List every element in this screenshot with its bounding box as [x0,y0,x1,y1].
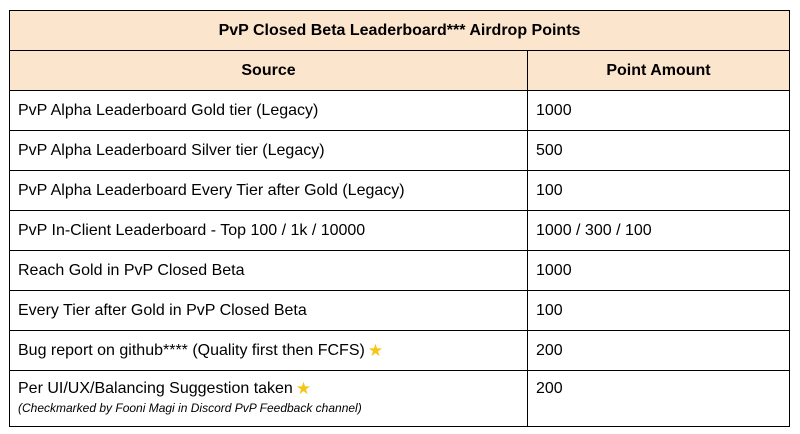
table-row [10,251,790,291]
table-row [10,131,790,171]
source-cell [10,331,528,371]
airdrop-points-table [9,10,790,427]
points-cell: 200 [528,371,790,427]
column-header-source: Source [10,51,528,91]
source-cell: PvP Alpha Leaderboard Gold tier (Legacy) [10,91,528,131]
column-header-row [10,51,790,91]
points-cell: 200 [528,331,790,371]
source-cell: PvP In-Client Leaderboard - Top 100 / 1k / 10000 [10,211,528,251]
table-row [10,211,790,251]
source-text: Bug report on github**** (Quality first then FCFS) [18,341,365,359]
source-cell: Reach Gold in PvP Closed Beta [10,251,528,291]
points-cell: 500 [528,131,790,171]
source-cell [10,371,528,427]
table-title: PvP Closed Beta Leaderboard*** Airdrop Points [10,11,790,51]
star-icon: ★ [367,340,384,360]
points-cell: 100 [528,291,790,331]
star-icon: ★ [295,379,312,398]
table-row [10,331,790,371]
table-title-row [10,11,790,51]
column-header-points: Point Amount [528,51,790,91]
points-cell: 100 [528,171,790,211]
table-row [10,91,790,131]
table-row [10,291,790,331]
points-cell: 1000 / 300 / 100 [528,211,790,251]
source-note: (Checkmarked by Fooni Magi in Discord PvP Feedback channel) [18,401,362,415]
table-row [10,171,790,211]
points-cell: 1000 [528,251,790,291]
source-cell: PvP Alpha Leaderboard Every Tier after Gold (Legacy) [10,171,528,211]
source-text: Per UI/UX/Balancing Suggestion taken [18,380,293,397]
source-cell: Every Tier after Gold in PvP Closed Beta [10,291,528,331]
points-cell: 1000 [528,91,790,131]
table-row [10,371,790,427]
source-cell: PvP Alpha Leaderboard Silver tier (Legacy) [10,131,528,171]
